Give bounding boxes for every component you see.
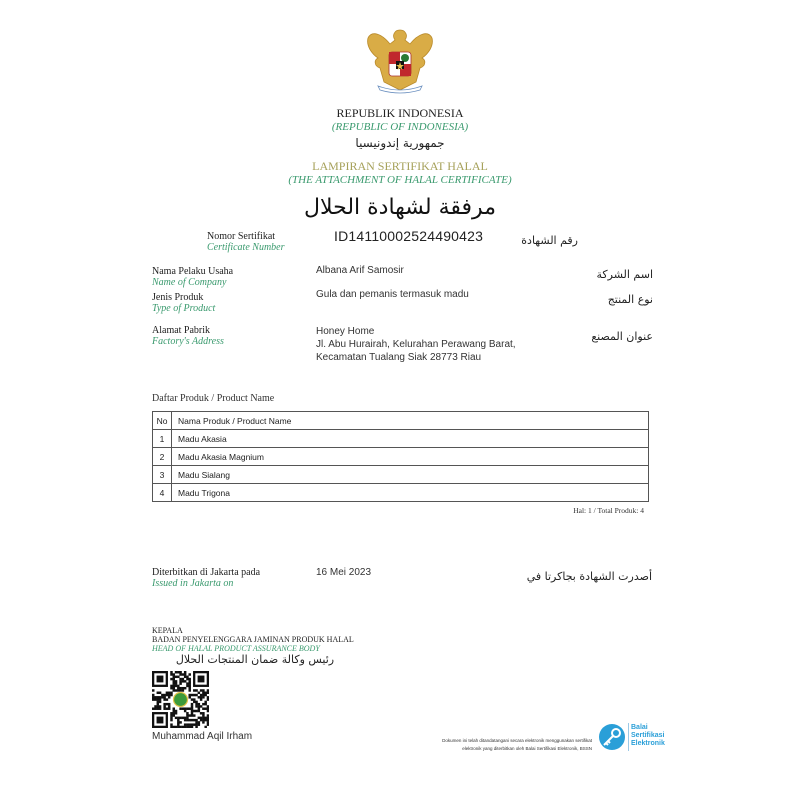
electronic-signature-note-line: elektronik yang diterbitkan oleh Balai Sertifikasi Elektronik, BSSN <box>462 746 592 751</box>
issue-date: 16 Mei 2023 <box>316 567 372 578</box>
certificate-number-value: ID14110002524490423 <box>334 228 484 244</box>
qr-code-icon <box>152 671 209 728</box>
table-row <box>153 466 649 484</box>
bsre-logo-divider <box>628 723 629 751</box>
factory-address-line: Honey Home <box>316 326 375 337</box>
factory-address-label: Alamat Pabrik <box>152 325 211 336</box>
country-name-en: (REPUBLIC OF INDONESIA) <box>331 121 469 133</box>
product-name: Madu Akasia <box>172 430 649 448</box>
electronic-signature-note-line: Dokumen ini telah ditandatangani secara elektronik menggunakan sertifikat <box>442 738 592 743</box>
factory-address-label-ar: عنوان المصنع <box>591 330 653 343</box>
table-header-row <box>153 412 649 430</box>
product-list-heading: Daftar Produk / Product Name <box>152 393 275 404</box>
product-type-label-ar: نوع المنتج <box>607 293 653 306</box>
factory-address-line: Kecamatan Tualang Siak 28773 Riau <box>316 352 482 363</box>
bsre-logo-line: Sertifikasi <box>631 732 665 739</box>
company-name-label-ar: اسم الشركة <box>596 268 653 281</box>
product-name: Madu Trigona <box>172 484 649 502</box>
garuda-emblem-icon <box>362 24 438 96</box>
column-header-no: No <box>153 412 172 430</box>
signatory-agency: BADAN PENYELENGGARA JAMINAN PRODUK HALAL <box>152 635 354 644</box>
issued-label-en: Issued in Jakarta on <box>152 578 234 589</box>
bsre-logo-icon <box>598 723 626 751</box>
country-name-id: REPUBLIK INDONESIA <box>336 106 464 120</box>
product-name: Madu Sialang <box>172 466 649 484</box>
electronic-signature-note <box>380 737 592 753</box>
product-type-label: Jenis Produk <box>152 292 204 303</box>
product-type-value: Gula dan pemanis termasuk madu <box>316 289 469 300</box>
bsre-logo-text <box>631 724 665 748</box>
page-product-count: Hal: 1 / Total Produk: 4 <box>573 506 644 515</box>
issued-label: Diterbitkan di Jakarta pada <box>152 567 261 578</box>
bsre-logo-line: Balai <box>631 724 648 731</box>
factory-address-value <box>316 325 516 364</box>
signatory-agency-en: HEAD OF HALAL PRODUCT ASSURANCE BODY <box>152 644 320 653</box>
signatory-name: Muhammad Aqil Irham <box>152 731 253 742</box>
table-row <box>153 484 649 502</box>
product-name: Madu Akasia Magnium <box>172 448 649 466</box>
document-title-en: (THE ATTACHMENT OF HALAL CERTIFICATE) <box>288 174 512 186</box>
document-title-ar: مرفقة لشهادة الحلال <box>304 195 496 220</box>
company-name-value: Albana Arif Samosir <box>316 265 404 276</box>
certificate-number-label-ar: رقم الشهادة <box>521 234 578 247</box>
signatory-agency-ar: رئيس وكالة ضمان المنتجات الحلال <box>175 653 335 666</box>
row-number: 2 <box>153 448 172 466</box>
row-number: 3 <box>153 466 172 484</box>
issued-label-ar: أصدرت الشهادة بجاكرتا في <box>526 570 652 583</box>
factory-address-line: Jl. Abu Hurairah, Kelurahan Perawang Barat, <box>316 339 516 350</box>
signatory-title: KEPALA <box>152 626 183 635</box>
company-name-label: Nama Pelaku Usaha <box>152 266 234 277</box>
country-name-ar: جمهورية إندونيسيا <box>355 136 445 150</box>
certificate-number-label: Nomor Sertifikat <box>207 231 276 242</box>
table-row <box>153 448 649 466</box>
factory-address-label-en: Factory's Address <box>152 336 224 347</box>
row-number: 1 <box>153 430 172 448</box>
company-name-label-en: Name of Company <box>152 277 227 288</box>
bsre-logo-line: Elektronik <box>631 740 665 747</box>
table-row <box>153 430 649 448</box>
product-table <box>152 411 649 502</box>
product-type-label-en: Type of Product <box>152 303 216 314</box>
row-number: 4 <box>153 484 172 502</box>
column-header-product-name: Nama Produk / Product Name <box>172 412 649 430</box>
document-title-id: LAMPIRAN SERTIFIKAT HALAL <box>312 159 488 173</box>
certificate-number-label-en: Certificate Number <box>207 242 285 253</box>
